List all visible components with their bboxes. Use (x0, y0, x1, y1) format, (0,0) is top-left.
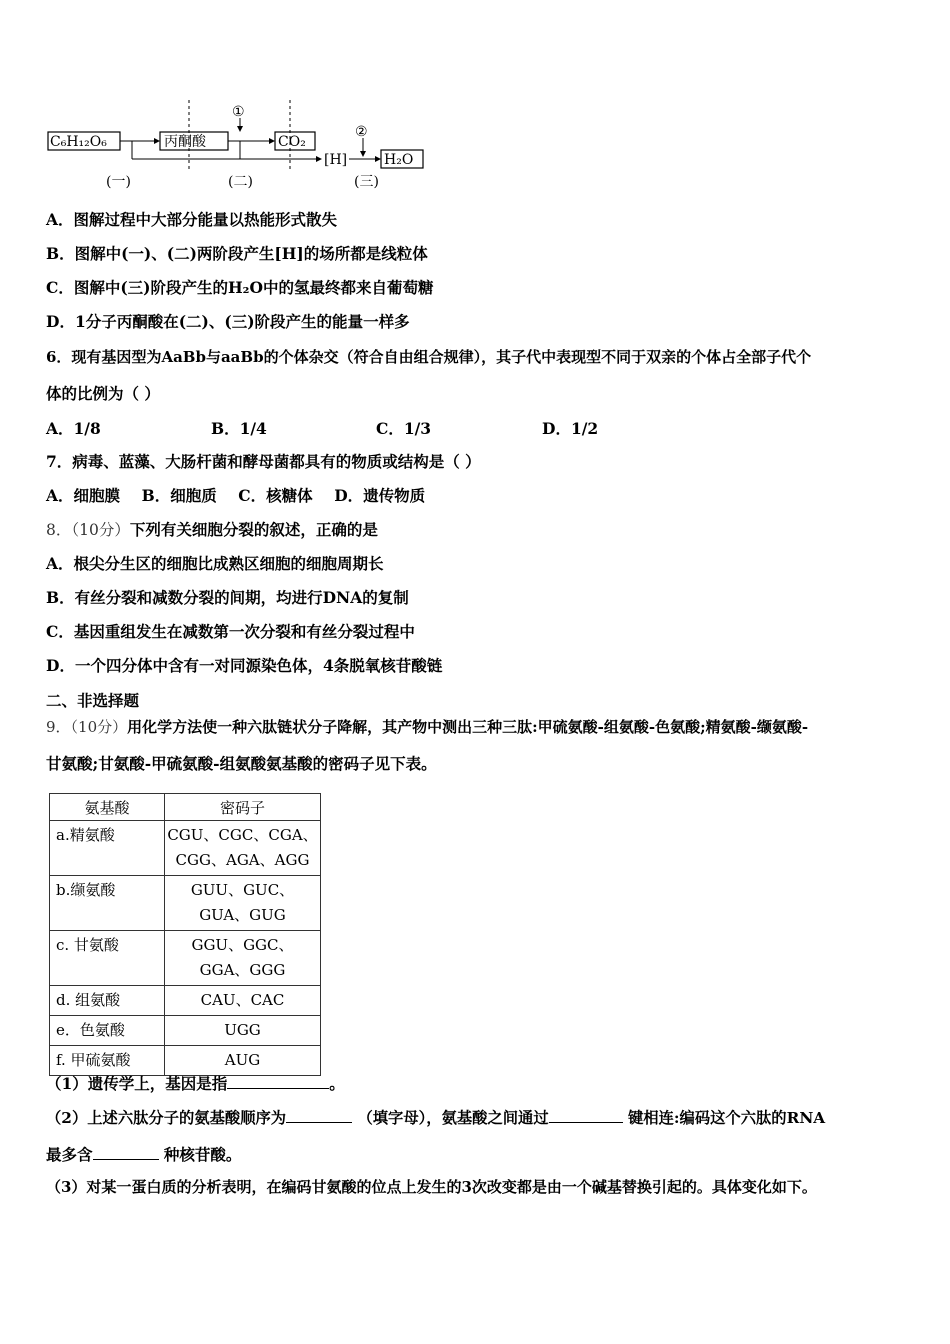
table-row (50, 931, 321, 986)
table-row (50, 821, 321, 876)
amino-acid-cell: a.精氨酸 (50, 821, 165, 876)
codon-cell: CAU、CAC (165, 986, 321, 1016)
co2-label: CO₂ (278, 134, 306, 150)
q9-sub2-text-3: 键相连:编码这个六肽的RNA (627, 1109, 826, 1127)
codon-table (49, 793, 321, 1076)
codon-line: GGA、GGG (199, 961, 286, 979)
codon-line: CGU、CGC、CGA、 (167, 826, 318, 844)
stage-3-label: (三) (354, 174, 379, 190)
q9-sub1-text: （1）遗传学上，基因是指 (46, 1074, 228, 1093)
amino-acid-cell: f. 甲硫氨酸 (50, 1046, 165, 1076)
q9-sub1-end: 。 (329, 1074, 345, 1093)
q9-stem-line1 (46, 717, 808, 737)
water-label: H₂O (384, 152, 414, 168)
section-heading: 二、非选择题 (46, 691, 140, 710)
header-amino-acid: 氨基酸 (50, 794, 165, 821)
q6-option-b: B．1/4 (211, 419, 267, 438)
q8-score: （10分） (71, 521, 130, 539)
q5-option-d: D．1分子丙酮酸在(二)、(三)阶段产生的能量一样多 (46, 312, 410, 331)
answer-blank-2[interactable] (286, 1106, 352, 1123)
q8-stem (46, 520, 378, 540)
q6-option-d: D．1/2 (542, 419, 599, 438)
q6-options (46, 419, 646, 439)
q8-option-c: C．基因重组发生在减数第一次分裂和有丝分裂过程中 (46, 622, 415, 641)
q9-stem-line2: 甘氨酸;甘氨酸-甲硫氨酸-组氨酸氨基酸的密码子见下表。 (46, 754, 437, 773)
q9-sub3: （3）对某一蛋白质的分析表明，在编码甘氨酸的位点上发生的3次改变都是由一个碱基替换引起的。具体变化如下。 (46, 1178, 817, 1196)
pyruvate-label: 丙酮酸 (164, 134, 206, 150)
codon-line: CGG、AGA、AGG (175, 851, 310, 869)
codon-cell (165, 931, 321, 986)
codon-line: GUA、GUG (199, 906, 286, 924)
q9-sub2-text-1: （2）上述六肽分子的氨基酸顺序为 (46, 1109, 287, 1127)
arrowhead-4 (316, 156, 322, 162)
stage-1-label: (一) (106, 174, 131, 190)
q9-sub2-line2 (46, 1143, 241, 1165)
arrowhead-1 (154, 138, 160, 144)
q9-sub1 (46, 1072, 345, 1094)
q5-option-b: B．图解中(一)、(二)两阶段产生[H]的场所都是线粒体 (46, 244, 428, 263)
q8-number: 8． (46, 521, 72, 539)
q9-score: （10分） (70, 718, 128, 736)
q9-number: 9． (46, 718, 71, 736)
answer-blank-4[interactable] (93, 1143, 159, 1160)
table-row (50, 1046, 321, 1076)
table-row (50, 986, 321, 1016)
header-codon: 密码子 (165, 794, 321, 821)
amino-acid-cell: c. 甘氨酸 (50, 931, 165, 986)
q6-stem-line2: 体的比例为（ ） (46, 384, 160, 403)
q8-option-d: D．一个四分体中含有一对同源染色体，4条脱氧核苷酸链 (46, 656, 443, 675)
glucose-label: C₆H₁₂O₆ (50, 134, 107, 150)
respiration-diagram-svg (44, 98, 444, 198)
codon-line: GUU、GUC、 (190, 881, 295, 899)
table-row (50, 1016, 321, 1046)
q9-sub2-text-4: 最多含 (46, 1145, 93, 1164)
amino-acid-cell: e．色氨酸 (50, 1016, 165, 1046)
stage-2-label: (二) (228, 174, 253, 190)
answer-blank-1[interactable] (227, 1072, 329, 1089)
codon-cell (165, 821, 321, 876)
q7-options: A．细胞膜 B．细胞质 C．核糖体 D．遗传物质 (46, 486, 426, 505)
q6-option-c: C．1/3 (376, 419, 432, 438)
respiration-diagram (44, 98, 444, 198)
q9-sub2-line1 (46, 1106, 825, 1128)
codon-cell: AUG (165, 1046, 321, 1076)
marker-2: ② (355, 124, 368, 140)
q5-option-a: A．图解过程中大部分能量以热能形式散失 (46, 210, 338, 229)
arrowhead-3 (237, 126, 243, 132)
q5-option-c: C．图解中(三)阶段产生的H₂O中的氢最终都来自葡萄糖 (46, 278, 434, 297)
q9-sub2-text-5: 种核苷酸。 (163, 1145, 242, 1164)
q7-stem: 7．病毒、蓝藻、大肠杆菌和酵母菌都具有的物质或结构是（ ） (46, 452, 481, 471)
h-label: [H] (324, 152, 348, 168)
q9-sub2-text-2: （填字母），氨基酸之间通过 (357, 1109, 549, 1127)
codon-cell (165, 876, 321, 931)
arrowhead-5 (375, 156, 381, 162)
q8-option-b: B．有丝分裂和减数分裂的间期，均进行DNA的复制 (46, 588, 409, 607)
q8-option-a: A．根尖分生区的细胞比成熟区细胞的细胞周期长 (46, 554, 384, 573)
amino-acid-cell: d. 组氨酸 (50, 986, 165, 1016)
amino-acid-cell: b.缬氨酸 (50, 876, 165, 931)
q6-stem-line1: 6．现有基因型为AaBb与aaBb的个体杂交（符合自由组合规律），其子代中表现型不同于双亲的个体占全部子代个 (46, 348, 812, 366)
q8-stem-text: 下列有关细胞分裂的叙述，正确的是 (129, 520, 378, 539)
table-row (50, 876, 321, 931)
marker-1: ① (232, 104, 245, 120)
codon-cell: UGG (165, 1016, 321, 1046)
codon-line: GGU、GGC、 (191, 936, 294, 954)
arrowhead-6 (360, 151, 366, 157)
answer-blank-3[interactable] (549, 1106, 623, 1123)
q9-stem-text: 用化学方法使一种六肽链状分子降解，其产物中测出三种三肽:甲硫氨酸-组氨酸-色氨酸;精氨酸-缬氨酸- (127, 718, 809, 736)
arrowhead-2 (269, 138, 275, 144)
q6-option-a: A．1/8 (46, 419, 101, 438)
table-header-row (50, 794, 321, 821)
